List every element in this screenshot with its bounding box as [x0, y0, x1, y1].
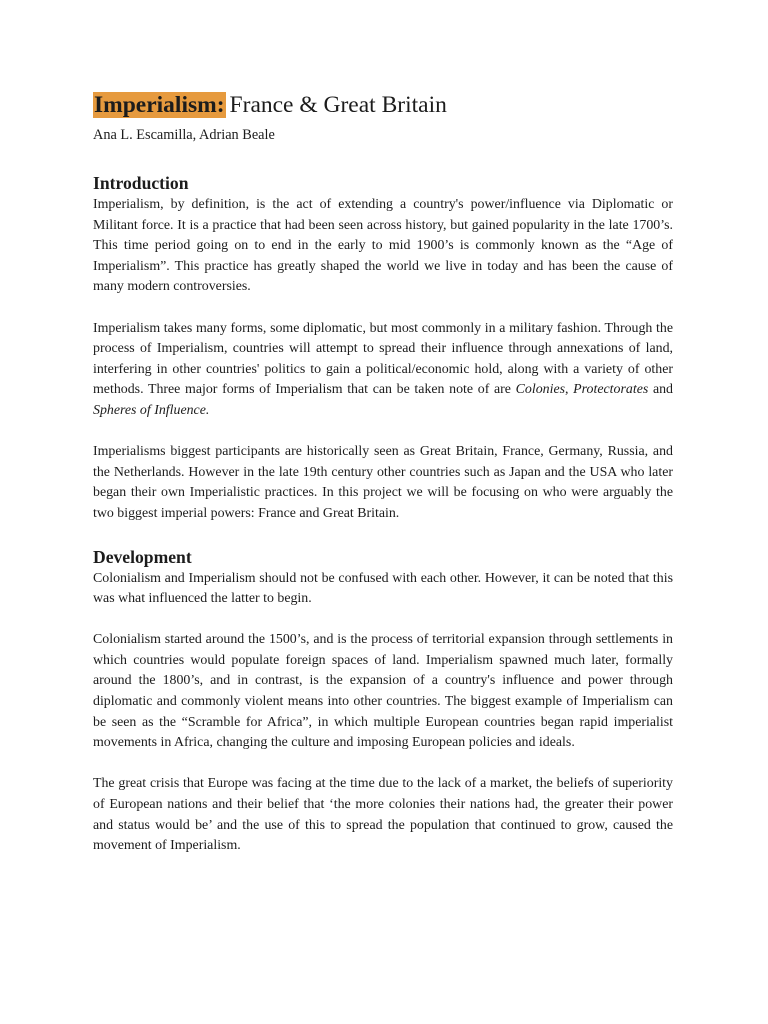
- intro-paragraph-2: [93, 319, 673, 422]
- development-paragraph-1: Colonialism and Imperialism should not be confused with each other. However, it can be noted that this was what influenced the latter to begin.: [93, 570, 673, 607]
- title-subtitle: France & Great Britain: [229, 92, 447, 118]
- term-separator-1: ,: [565, 382, 574, 398]
- document-page: [93, 86, 673, 857]
- term-spheres-of-influence: Spheres of Influence.: [93, 402, 210, 418]
- document-title: [93, 86, 673, 124]
- intro-paragraph-2-text: Imperialism takes many forms, some diplomatic, but most commonly in a military fashion. Through the process of Imperialism, countries will attempt to spread their influence through annexations of land, interfering in other countries' politics to gain a political/economic hold, along with a variety of other methods. Three major forms of Imperialism that can be taken note of are: [93, 320, 673, 398]
- term-protectorates: Protectorates: [573, 382, 649, 398]
- intro-paragraph-1: Imperialism, by definition, is the act of extending a country's power/influence via Diplomatic or Militant force. It is a practice that had been seen across history, but gained popularity in the late 1700’s. This time period going on to end in the early to mid 1900’s is commonly known as the “Age of Imperialism”. This practice has greatly shaped the world we live in today and has been the cause of many modern controversies.: [93, 197, 673, 295]
- term-separator-2: and: [648, 382, 674, 398]
- intro-paragraph-3: Imperialisms biggest participants are historically seen as Great Britain, France, Germany, Russia, and the Netherlands. However in the late 19th century other countries such as Japan and the USA who later began their own Imperialistic practices. In this project we will be focusing on who were arguably the two biggest imperial powers: France and Great Britain.: [93, 444, 673, 521]
- section-heading-introduction: Introduction: [93, 173, 189, 193]
- title-highlight: Imperialism:: [94, 92, 225, 118]
- development-paragraph-3: The great crisis that Europe was facing at the time due to the lack of a market, the beliefs of superiority of European nations and their belief that ‘the more colonies their nations had, the greater their power and status would be’ and the use of this to spread the population that continued to grow, caused the movement of Imperialism.: [93, 776, 673, 854]
- authors-line: Ana L. Escamilla, Adrian Beale: [93, 127, 275, 143]
- section-heading-development: Development: [93, 546, 192, 567]
- term-colonies: Colonies: [515, 382, 566, 398]
- development-paragraph-2: Colonialism started around the 1500’s, and is the process of territorial expansion through settlements in which countries would populate foreign spaces of land. Imperialism spawned much later, formally around the 1800’s, and in contrast, is the expansion of a country's influence and power through diplomatic and commonly violent means into other countries. The biggest example of Imperialism can be seen as the “Scramble for Africa”, in which multiple European countries began rapid imperialist movements in Africa, changing the culture and imposing European policies and ideals.: [93, 632, 673, 751]
